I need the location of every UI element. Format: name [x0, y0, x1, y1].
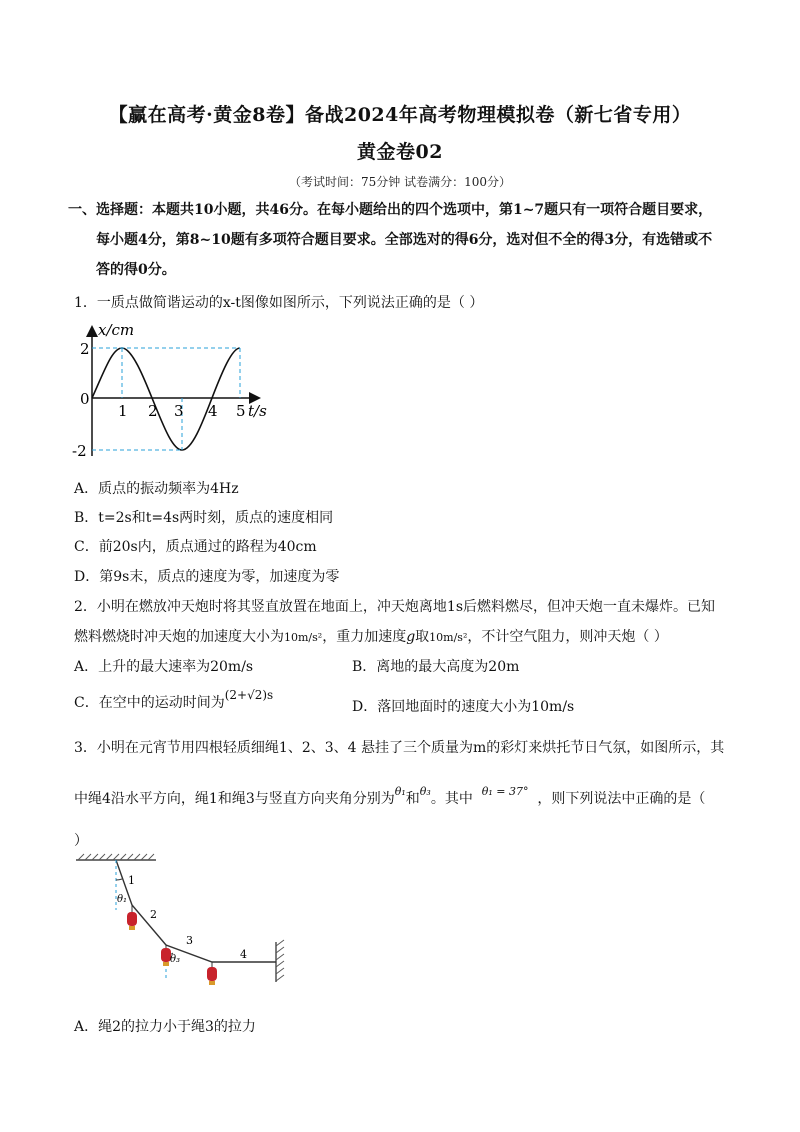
q3-label-theta3: θ₃	[170, 954, 181, 965]
q2-line2-text-e: 取	[415, 629, 430, 645]
q3-theta3: θ₃	[419, 785, 431, 798]
q1-origin-label: 0	[80, 390, 90, 408]
q2-line2-text-a: 燃料燃烧时冲天炮的加速度大小为	[74, 629, 284, 645]
exam-info: （考试时间：75分钟 试卷满分：100分）	[289, 175, 511, 189]
q2-option-d: D．落回地面时的速度大小为10m/s	[352, 699, 575, 715]
q2-line1: 2．小明在燃放冲天炮时将其竖直放置在地面上，冲天炮离地1s后燃料燃尽，但冲天炮一直未爆炸。已知	[74, 599, 715, 615]
q3-line2	[74, 785, 706, 808]
q3-angle-arc-1	[116, 879, 122, 880]
q3-label-theta1: θ₁	[117, 894, 128, 905]
section1-line2: 每小题4分，第8~10题有多项符合题目要求。全部选对的得6分，选对但不全的得3分，有选错或不	[96, 232, 713, 248]
section1-line3: 答的得0分。	[96, 262, 176, 278]
q2-option-c-text: C．在空中的运动时间为	[74, 695, 225, 711]
q3-ceiling-hatch	[78, 854, 154, 860]
q3-label-rope3: 3	[186, 934, 193, 947]
q3-label-rope4: 4	[240, 948, 247, 961]
exam-subtitle: 黄金卷02	[357, 141, 443, 163]
q1-xlabel: t/s	[248, 402, 267, 420]
q2-option-a: A．上升的最大速率为20m/s	[74, 659, 254, 675]
q1-sine-curve	[92, 348, 240, 450]
q2-line2-text-g: ，不计空气阻力，则冲天炮（ ）	[467, 629, 668, 645]
q3-label-rope1: 1	[128, 874, 135, 887]
q1-xtick-5: 5	[236, 402, 246, 420]
q1-ylabel: x/cm	[98, 321, 135, 339]
q3-label-rope2: 2	[150, 908, 157, 921]
q1-option-a: A．质点的振动频率为4Hz	[74, 481, 239, 497]
q3-theta1: θ₁	[394, 785, 406, 798]
q1-ytick-2: 2	[80, 340, 90, 358]
q3-and: 和	[405, 791, 420, 807]
q2-g-formula: 10m/s²	[429, 631, 468, 644]
q3-line2-text-b: 。其中	[430, 791, 473, 807]
q2-time-formula: (2+√2)s	[224, 688, 274, 702]
q2-option-b: B．离地的最大高度为20m	[352, 659, 520, 675]
q2-line2-text-c: ，重力加速度	[322, 629, 407, 645]
q1-ytick-neg2: -2	[72, 442, 87, 460]
q1-xtick-1: 1	[118, 402, 128, 420]
q2-accel-formula: 10m/s²	[284, 631, 323, 644]
q3-theta1-eq: θ₁ = 37°	[481, 785, 529, 798]
q1-xt-graph	[68, 318, 288, 468]
q2-option-c	[74, 688, 274, 712]
q3-lantern-3	[207, 962, 217, 985]
section1-line1: 一、选择题：本题共10小题，共46分。在每小题给出的四个选项中，第1~7题只有一项符合题目要求，	[68, 202, 713, 218]
q3-option-a: A．绳2的拉力小于绳3的拉力	[74, 1019, 256, 1035]
q3-line3: ）	[74, 833, 88, 849]
q1-xtick-3: 3	[174, 402, 184, 420]
q2-line2	[74, 626, 668, 646]
q3-wall-hatch	[276, 940, 284, 981]
q3-lantern-figure	[72, 850, 302, 990]
exam-title: 【赢在高考·黄金8卷】备战2024年高考物理模拟卷（新七省专用）	[108, 104, 692, 126]
q1-option-b: B．t=2s和t=4s两时刻，质点的速度相同	[74, 510, 334, 526]
q3-ropes	[116, 860, 276, 962]
q1-xtick-4: 4	[208, 402, 218, 420]
q3-line2-text-a: 中绳4沿水平方向，绳1和绳3与竖直方向夹角分别为	[74, 791, 395, 807]
q1-option-c: C．前20s内，质点通过的路程为40cm	[74, 539, 317, 555]
q3-line1: 3．小明在元宵节用四根轻质细绳1、2、3、4 悬挂了三个质量为m的彩灯来烘托节日气氛，如图所示，其	[74, 740, 725, 756]
q3-line2-text-c: ，则下列说法中正确的是（	[537, 791, 706, 807]
q2-g-symbol: g	[406, 629, 416, 645]
q1-xtick-2: 2	[148, 402, 158, 420]
q1-stem: 1．一质点做简谐运动的x-t图像如图所示，下列说法正确的是（ ）	[74, 295, 484, 311]
q1-option-d: D．第9s末，质点的速度为零，加速度为零	[74, 569, 340, 585]
